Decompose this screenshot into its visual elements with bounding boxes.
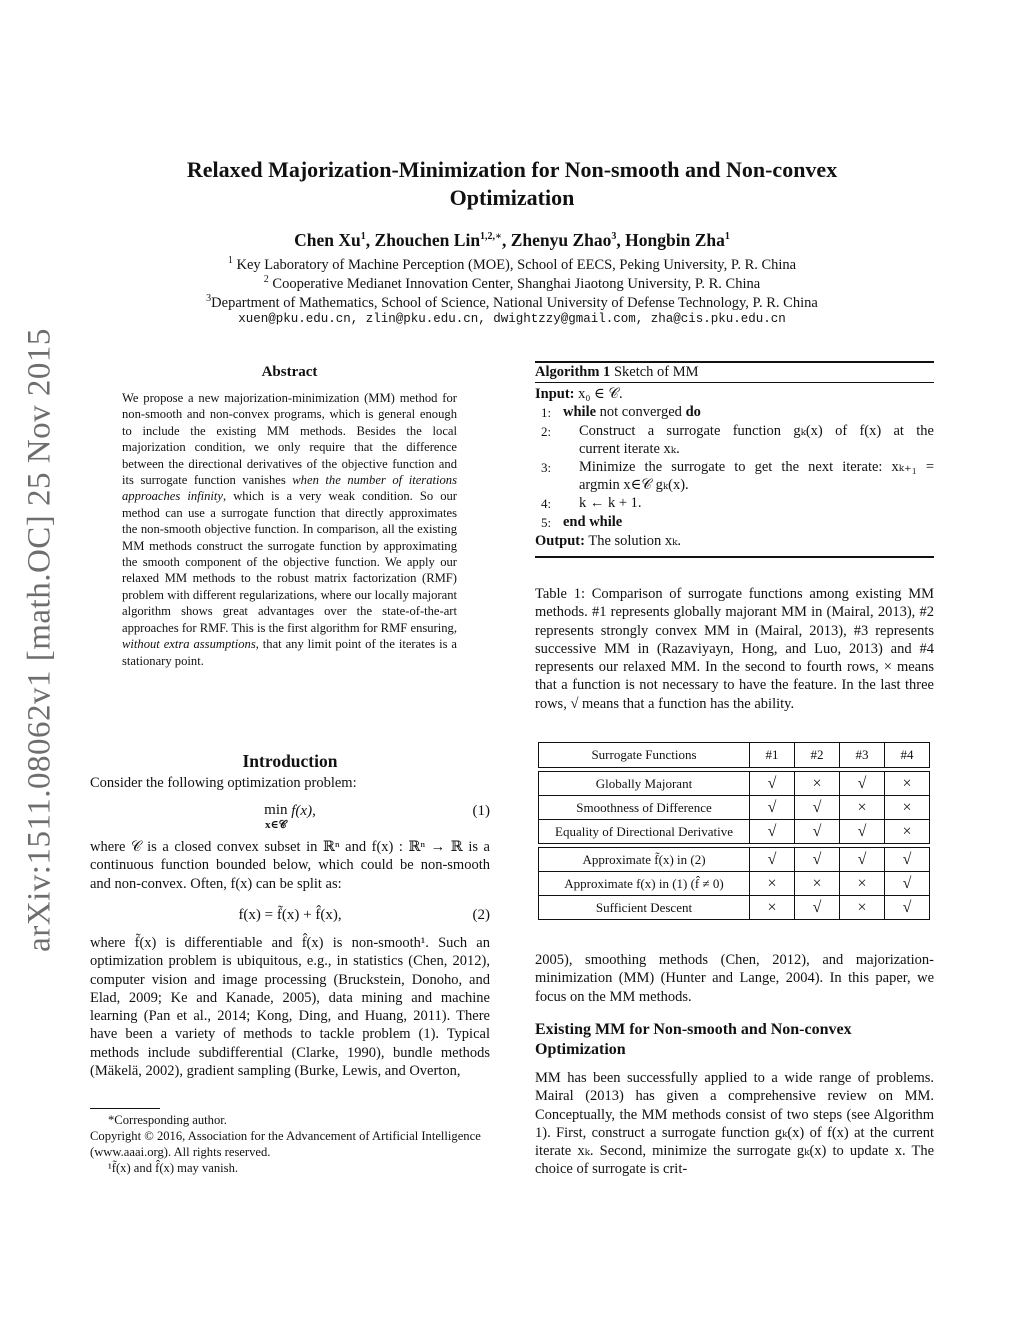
table-header-cell: Surrogate Functions	[539, 743, 750, 768]
table-cell: √	[885, 896, 930, 920]
algorithm-label: Algorithm 1	[535, 364, 611, 380]
abstract-heading: Abstract	[261, 364, 318, 380]
algorithm-input-text: x₀ ∈ 𝒞.	[574, 386, 623, 402]
abstract-text: , which is a very weak condition. So our method can use a surrogate function that directly approximates the non-smooth objective function. In comparison, all the existing MM methods construct the surrogate function by approximating the smooth component of the objective function. We apply our relaxed MM methods to the robust matrix factorization (RMF) problem with different regularizations, where our locally majorant algorithm shows great advantages over the state-of-the-art approaches for RMF. This is the first algorithm for RMF ensuring,	[122, 489, 457, 635]
algorithm-line-3: Minimize the surrogate to get the next iterate: xₖ₊₁ =	[579, 459, 934, 475]
affiliation-text: Department of Mathematics, School of Science, National University of Defense Technology, P. R. China	[211, 294, 818, 311]
algorithm-line-number: 2:	[541, 424, 552, 439]
table-cell: ×	[750, 872, 795, 896]
paper-title	[100, 156, 924, 212]
author-name: Zhenyu Zhao	[510, 230, 612, 250]
algorithm-line-number: 4:	[541, 496, 552, 511]
abstract-text: , that any limit point of the iterates is a stationary point.	[122, 637, 457, 668]
algorithm-line-5: end while	[563, 514, 623, 530]
table-cell: √	[795, 820, 840, 844]
table-cell: ×	[840, 796, 885, 820]
table-row	[539, 796, 930, 820]
table-row	[539, 772, 930, 796]
table-cell: ×	[795, 872, 840, 896]
table-row	[539, 848, 930, 872]
author-list: Chen Xu$^1$, Zhouchen Lin$^{1,2,∗}$, Zhenyu Zhao$^3$, Hongbin Zha$^1$	[294, 230, 730, 250]
existing-mm-heading: Existing MM for Non-smooth and Non-convex Optimization	[535, 1021, 852, 1058]
algorithm-keyword: while	[563, 404, 597, 420]
algorithm-output-text: The solution xₖ.	[584, 533, 682, 549]
author-name: Hongbin Zha	[625, 230, 725, 250]
equation-1-expression	[90, 803, 490, 832]
algorithm-line-number: 1:	[541, 405, 552, 420]
table-row	[539, 896, 930, 920]
abstract-emphasis: without extra assumptions	[122, 637, 256, 652]
right-column-continuation: 2005), smoothing methods (Chen, 2012), and majorization-minimization (MM) (Hunter and Lange, 2004). In this paper, we focus on the MM methods.	[535, 952, 934, 1005]
affiliation-text: Cooperative Medianet Innovation Center, Shanghai Jiaotong University, P. R. China	[268, 275, 761, 292]
table-cell: √	[795, 848, 840, 872]
table-cell: √	[750, 796, 795, 820]
table-row-label: Globally Majorant	[539, 772, 750, 796]
table-header-cell: #3	[840, 743, 885, 768]
existing-mm-paragraph: MM has been successfully applied to a wide range of problems. Mairal (2013) has given a comprehensive review on MM. Conceptually, the MM methods consist of two steps (see Algorithm 1). First, construct a surrogate function gₖ(x) of f(x) at the current iterate xₖ. Second, minimize the surrogate gₖ(x) to update x. The choice of surrogate is crit-	[535, 1070, 934, 1178]
introduction-paragraph-1: where 𝒞 is a closed convex subset in ℝⁿ and f(x) : ℝⁿ → ℝ is a continuous function bounded below, which could be non-smooth and non-convex. Often, f(x) can be split as:	[90, 839, 490, 892]
table-cell: √	[795, 896, 840, 920]
algorithm-keyword: do	[685, 404, 701, 420]
algorithm-line-2: Construct a surrogate function gₖ(x) of f(x) at the	[579, 423, 934, 439]
table-caption: Table 1: Comparison of surrogate functions among existing MM methods. #1 represents globally majorant MM in (Mairal, 2013), #2 represents strongly convex MM in (Mairal, 2013), #3 represents successive MM in (Razaviyayn, Hong, and Luo, 2013) and #4 represents our relaxed MM. In the second to fourth rows, × means that a function is not necessary to have the feature. In the last three rows, √ means that a function has the ability.	[535, 586, 934, 712]
table-cell: √	[795, 796, 840, 820]
table-cell: ×	[795, 772, 840, 796]
equation-2	[90, 907, 490, 927]
arxiv-stamp: arXiv:1511.08062v1 [math.OC] 25 Nov 2015	[21, 328, 58, 952]
equation-1-operator: min	[264, 802, 288, 818]
footnote-divider	[90, 1108, 160, 1109]
table-cell: √	[750, 772, 795, 796]
table-header-row	[539, 743, 930, 768]
table-cell: ×	[840, 872, 885, 896]
affiliation	[100, 290, 924, 312]
equation-1-number: (1)	[472, 803, 490, 819]
author-emails: xuen@pku.edu.cn, zlin@pku.edu.cn, dwightzzy@gmail.com, zha@cis.pku.edu.cn	[238, 312, 786, 326]
title-line-1: Relaxed Majorization-Minimization for Non-smooth and Non-convex	[186, 157, 838, 182]
author-sup: 1	[360, 231, 366, 243]
table-cell: ×	[840, 896, 885, 920]
algorithm-caption	[535, 363, 934, 381]
table-cell: ×	[750, 896, 795, 920]
author-sup: 1	[724, 231, 730, 243]
table-header-cell: #2	[795, 743, 840, 768]
abstract-text: We propose a new majorization-minimization (MM) method for non-smooth and non-convex programs, which is general enough to include the existing MM methods. Besides the local majorization condition, we only require that the difference between the directional derivatives of the objective function and its surrogate function vanishes	[122, 391, 457, 488]
table-cell: √	[885, 872, 930, 896]
footnote-corresponding: *Corresponding author.	[108, 1113, 227, 1127]
algorithm-line-2-cont: current iterate xₖ.	[579, 441, 680, 457]
affiliation-sup: 1	[227, 255, 233, 266]
table-row	[539, 820, 930, 844]
title-line-2: Optimization	[449, 185, 575, 210]
algorithm-line-number: 3:	[541, 460, 552, 475]
table-cell: √	[750, 820, 795, 844]
algorithm-output-label: Output:	[535, 533, 585, 549]
algorithm-input-label: Input:	[535, 386, 575, 402]
affiliation-sup: 3	[206, 293, 212, 304]
table-row-label: Smoothness of Difference	[539, 796, 750, 820]
author-name: Chen Xu	[294, 230, 361, 250]
equation-1-subscript: x∈𝒞	[264, 819, 287, 831]
equation-1	[90, 803, 490, 837]
algorithm-bottom-rule	[535, 556, 934, 558]
algorithm-line-number: 5:	[541, 515, 552, 530]
algorithm-line-1	[563, 403, 934, 421]
table-cell: ×	[885, 820, 930, 844]
introduction-paragraph-2: where f̃(x) is differentiable and f̂(x) is non-smooth¹. Such an optimization problem is ubiquitous, e.g., in statistics (Chen, 2012), computer vision and image processing (Bruckstein, Donoho, and Elad, 2009; Ke and Kanade, 2005), data mining and machine learning (Pan et al., 2014; Kong, Ding, and Huang, 2011). There have been a variety of methods to tackle problem (1). Typical methods include subdifferential (Clarke, 1990), bundle methods (Mäkelä, 2002), gradient sampling (Burke, Lewis, and Overton,	[90, 935, 490, 1080]
table-cell: ×	[885, 796, 930, 820]
introduction-heading: Introduction	[242, 751, 338, 771]
algorithm-title: Sketch of MM	[610, 364, 699, 380]
table-cell: √	[840, 820, 885, 844]
author-name: Zhouchen Lin	[374, 230, 481, 250]
author-sup: 3	[611, 231, 617, 243]
table-header-cell: #4	[885, 743, 930, 768]
algorithm-input	[535, 385, 934, 403]
equation-2-number: (2)	[472, 907, 490, 923]
abstract-emphasis: when the number of iterations approaches infinity	[122, 473, 457, 504]
equation-1-body: f(x),	[287, 803, 316, 819]
table-header-cell: #1	[750, 743, 795, 768]
introduction-lead: Consider the following optimization problem:	[90, 775, 357, 791]
equation-2-expression: f(x) = f̃(x) + f̂(x),	[238, 907, 342, 923]
table-cell: √	[750, 848, 795, 872]
table-cell: ×	[885, 772, 930, 796]
algorithm-text: not converged	[596, 404, 686, 420]
footnotes	[90, 1112, 490, 1176]
affiliation-sup: 2	[263, 274, 269, 285]
table-cell: √	[840, 772, 885, 796]
author-sup: 1,2,∗	[480, 231, 502, 243]
footnote-1: ¹f̃(x) and f̂(x) may vanish.	[108, 1161, 239, 1175]
algorithm-line-4: k ← k + 1.	[579, 495, 642, 511]
comparison-table	[538, 742, 930, 920]
table-row-label: Approximate f(x) in (1) (f̂ ≠ 0)	[539, 872, 750, 896]
affiliation-text: Key Laboratory of Machine Perception (MOE), School of EECS, Peking University, P. R. China	[232, 256, 797, 273]
footnote-copyright: Copyright © 2016, Association for the Advancement of Artificial Intelligence (www.aaai.org). All rights reserved.	[90, 1129, 481, 1159]
table-row	[539, 872, 930, 896]
algorithm-output	[535, 532, 934, 550]
algorithm-line-3-cont: argmin x∈𝒞 gₖ(x).	[579, 477, 689, 493]
table-row-label: Equality of Directional Derivative	[539, 820, 750, 844]
abstract-body	[122, 390, 457, 669]
table-row-label: Approximate f̃(x) in (2)	[539, 848, 750, 872]
table-cell: √	[840, 848, 885, 872]
table-cell: √	[885, 848, 930, 872]
table-row-label: Sufficient Descent	[539, 896, 750, 920]
algorithm-mid-rule	[535, 382, 934, 383]
